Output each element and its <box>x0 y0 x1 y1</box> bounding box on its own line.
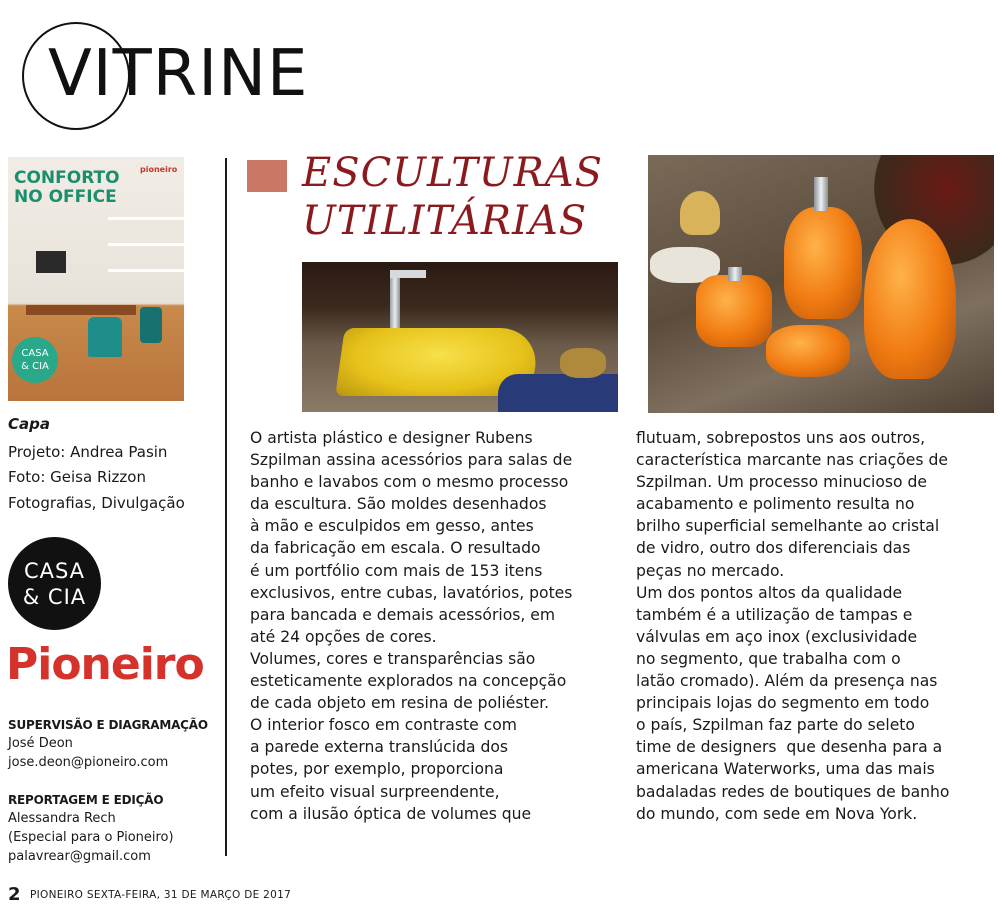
article-body-column-1 <box>250 427 572 825</box>
basin-photo <box>302 262 618 412</box>
cover-caption-title: Capa <box>8 415 50 433</box>
headline-line1: ESCULTURAS <box>302 150 604 196</box>
staff-heading-reporting: REPORTAGEM E EDIÇÃO <box>8 793 164 807</box>
article-line: o país, Szpilman faz parte do seleto <box>636 716 915 735</box>
article-line: um efeito visual surpreendente, <box>250 782 500 801</box>
article-line: válvulas em aço inox (exclusividade <box>636 627 918 646</box>
article-line: a parede externa translúcida dos <box>250 738 509 757</box>
article-line: Um dos pontos altos da qualidade <box>636 583 903 602</box>
article-line: da fabricação em escala. O resultado <box>250 539 541 558</box>
cover-brand: pioneiro <box>140 165 178 174</box>
article-body-column-2 <box>636 427 949 825</box>
headline-line2: UTILITÁRIAS <box>302 198 588 244</box>
cover-title-line2: NO OFFICE <box>14 187 117 207</box>
accessories-photo <box>648 155 994 413</box>
amber-pot <box>696 275 772 347</box>
staff-reporter-name: Alessandra Rech <box>8 811 116 826</box>
article-line: da escultura. São moldes desenhados <box>250 495 547 514</box>
faucet <box>390 270 400 336</box>
cover-monitor <box>36 251 66 273</box>
article-line: exclusivos, entre cubas, lavatórios, potes <box>250 583 573 602</box>
article-line: latão cromado). Além da presença nas <box>636 672 938 691</box>
article-line: esteticamente explorados na concepção <box>250 672 567 691</box>
staff-supervisor-name: José Deon <box>8 736 73 751</box>
article-line: no segmento, que trabalha com o <box>636 649 901 668</box>
article-line: à mão e esculpidos em gesso, antes <box>250 517 534 536</box>
cover-credit-photo: Foto: Geisa Rizzon <box>8 468 146 486</box>
article-line: Volumes, cores e transparências são <box>250 649 536 668</box>
staff-reporter-email: palavrear@gmail.com <box>8 849 151 864</box>
article-line: do mundo, com sede em Nova York. <box>636 804 918 823</box>
article-line: acabamento e polimento resulta no <box>636 495 915 514</box>
section-masthead <box>18 20 358 130</box>
staff-heading-supervision: SUPERVISÃO E DIAGRAMAÇÃO <box>8 718 208 732</box>
article-line: também é a utilização de tampas e <box>636 605 913 624</box>
column-divider <box>225 158 227 856</box>
cover-badge: CASA & CIA <box>12 337 58 383</box>
soap-dispenser <box>784 207 862 319</box>
casa-cia-logo: CASA & CIA <box>8 537 101 630</box>
article-line: badaladas redes de boutiques de banho <box>636 782 950 801</box>
section-title: VITRINE <box>48 37 309 111</box>
page-number: 2 <box>8 884 21 905</box>
cover-desk <box>26 305 136 315</box>
cover-chair <box>88 317 122 357</box>
article-line: de cada objeto em resina de poliéster. <box>250 694 550 713</box>
article-line: característica marcante nas criações de <box>636 451 948 470</box>
article-line: até 24 opções de cores. <box>250 627 437 646</box>
towel <box>498 374 618 412</box>
article-line: Szpilman assina acessórios para salas de <box>250 451 573 470</box>
amber-jar <box>864 219 956 379</box>
article-line: O artista plástico e designer Rubens <box>250 429 533 447</box>
article-line: flutuam, sobrepostos uns aos outros, <box>636 429 926 447</box>
cover-credit-project: Projeto: Andrea Pasin <box>8 443 168 461</box>
staff-supervisor-email: jose.deon@pioneiro.com <box>8 755 169 770</box>
sponge <box>560 348 606 378</box>
article-line: é um portfólio com mais de 153 itens <box>250 561 543 580</box>
soap-dish <box>766 325 850 377</box>
pioneiro-logo: Pioneiro <box>6 639 204 690</box>
article-line: brilho superficial semelhante ao cristal <box>636 517 940 536</box>
staff-reporter-note: (Especial para o Pioneiro) <box>8 830 174 845</box>
article-line: principais lojas do segmento em todo <box>636 694 930 713</box>
article-line: peças no mercado. <box>636 561 785 580</box>
footer-dateline: PIONEIRO SEXTA-FEIRA, 31 DE MARÇO DE 2017 <box>30 889 292 901</box>
cover-title-line1: CONFORTO <box>14 168 120 188</box>
headline-square-ornament <box>247 160 287 192</box>
article-line: potes, por exemplo, proporciona <box>250 760 504 779</box>
article-line: banho e lavabos com o mesmo processo <box>250 473 569 492</box>
brush <box>680 191 720 235</box>
article-line: para bancada e demais acessórios, em <box>250 605 556 624</box>
article-line: de vidro, outro dos diferenciais das <box>636 539 911 558</box>
magazine-cover-image <box>8 157 184 401</box>
article-line: com a ilusão óptica de volumes que <box>250 804 532 823</box>
article-line: time de designers que desenha para a <box>636 738 943 757</box>
article-line: O interior fosco em contraste com <box>250 716 517 735</box>
article-line: americana Waterworks, uma das mais <box>636 760 935 779</box>
article-line: Szpilman. Um processo minucioso de <box>636 473 928 492</box>
cover-credit-photo-source: Fotografias, Divulgação <box>8 494 185 512</box>
